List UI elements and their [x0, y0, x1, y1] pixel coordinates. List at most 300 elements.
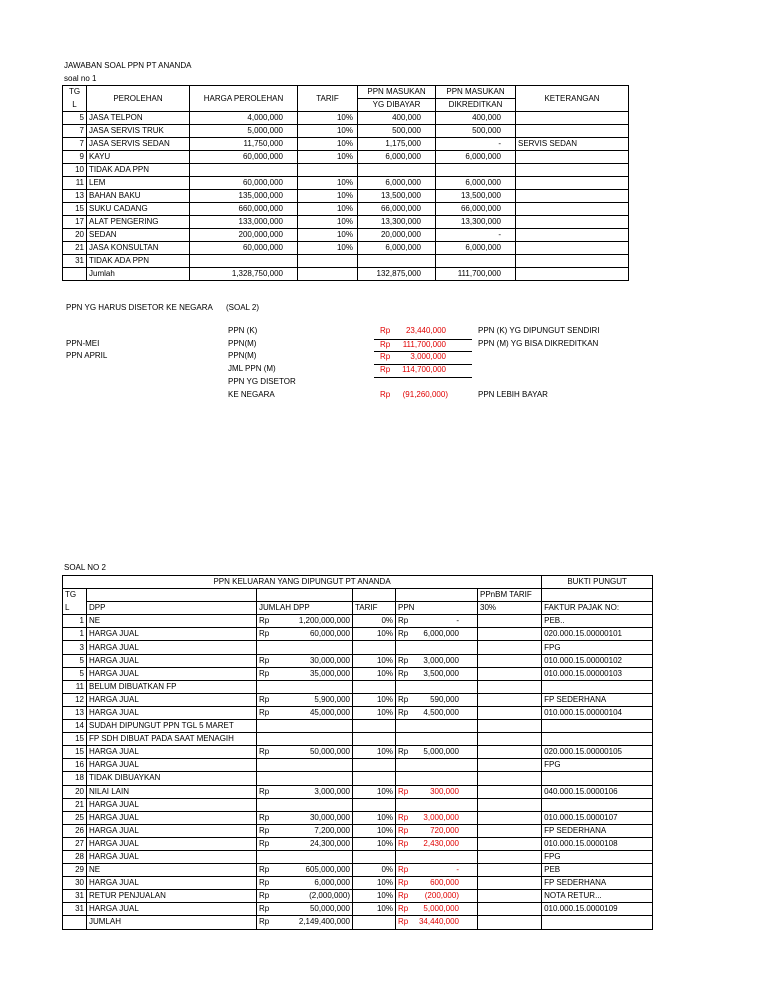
table-row: [63, 615, 653, 628]
table-row: [63, 628, 653, 641]
cell-keterangan: [516, 255, 629, 268]
cell-ppnbm: [478, 877, 542, 890]
cell-harga-perolehan: 4,000,000: [190, 112, 298, 125]
table-row: [63, 720, 653, 733]
calc-value-ppn-m: 111,700,000: [402, 340, 446, 349]
cell-ppn-dikreditkan: -: [436, 229, 516, 242]
cell-faktur-pajak: FP SEDERHANA: [542, 877, 653, 890]
cell-rp: Rp: [396, 903, 414, 916]
cell-keterangan: [516, 229, 629, 242]
table-row: [63, 877, 653, 890]
cell-ppnbm: [478, 667, 542, 680]
calc-note-ppn-m: PPN (M) YG BISA DIKREDITKAN: [478, 339, 599, 348]
cell-faktur-pajak: PEB..: [542, 615, 653, 628]
cell-ppn: 3,500,000: [414, 667, 478, 680]
cell-rp: Rp: [257, 615, 273, 628]
cell-ppn: 300,000: [414, 785, 478, 798]
cell-rp: [396, 772, 414, 785]
cell-rp: Rp: [396, 811, 414, 824]
cell-rp: [396, 641, 414, 654]
cell-faktur-pajak: FPG: [542, 641, 653, 654]
cell-ppn-dikreditkan: 400,000: [436, 112, 516, 125]
table-row: [63, 785, 653, 798]
cell-jumlah-dpp: [273, 680, 353, 693]
cell-ppnbm: [478, 746, 542, 759]
cell-ppn: 590,000: [414, 693, 478, 706]
cell-ppnbm: [478, 759, 542, 772]
cell-tgl: 31: [63, 890, 87, 903]
cell-ppnbm: [478, 811, 542, 824]
cell-tarif: 10%: [353, 654, 396, 667]
cell-jumlah-dpp: [273, 798, 353, 811]
header-jumlah-dpp: JUMLAH DPP: [257, 602, 353, 615]
cell-dpp: HARGA JUAL: [87, 877, 257, 890]
cell-faktur-pajak: NOTA RETUR...: [542, 890, 653, 903]
header-keterangan: KETERANGAN: [516, 86, 629, 112]
cell-ppn: 720,000: [414, 824, 478, 837]
cell-tarif: 10%: [298, 190, 358, 203]
cell-tarif: 10%: [298, 112, 358, 125]
cell-rp: Rp: [257, 916, 273, 929]
cell-dpp: SUDAH DIPUNGUT PPN TGL 5 MARET: [87, 720, 257, 733]
header-ppn-keluaran: PPN KELUARAN YANG DIPUNGUT PT ANANDA: [63, 576, 542, 589]
table-row: [63, 680, 653, 693]
table-row: [63, 903, 653, 916]
cell-dpp: FP SDH DIBUAT PADA SAAT MENAGIH: [87, 733, 257, 746]
cell-ppn-dikreditkan: 111,700,000: [436, 268, 516, 281]
table-row: [63, 268, 629, 281]
cell-ppnbm: [478, 824, 542, 837]
table-row: [63, 255, 629, 268]
cell-tarif: 10%: [353, 693, 396, 706]
header-tgl: TG: [63, 589, 87, 602]
cell-tarif: 10%: [353, 706, 396, 719]
cell-faktur-pajak: FPG: [542, 759, 653, 772]
cell-tgl: 21: [63, 798, 87, 811]
table-row: [63, 850, 653, 863]
cell-ppn: [414, 733, 478, 746]
header-tgl-2: L: [63, 99, 87, 112]
cell-harga-perolehan: 60,000,000: [190, 242, 298, 255]
header-tgl-2: L: [63, 602, 87, 615]
cell-tgl: 16: [63, 759, 87, 772]
cell-ppnbm: [478, 772, 542, 785]
cell-tgl: 17: [63, 216, 87, 229]
soal2-label: SOAL NO 2: [64, 563, 106, 572]
cell-tarif: [353, 733, 396, 746]
cell-harga-perolehan: 11,750,000: [190, 138, 298, 151]
cell-tgl: 5: [63, 112, 87, 125]
cell-tgl: 30: [63, 877, 87, 890]
cell-rp: Rp: [396, 706, 414, 719]
cell-dpp: HARGA JUAL: [87, 641, 257, 654]
cell-ppn-dibayar: 500,000: [358, 125, 436, 138]
cell-rp: Rp: [257, 811, 273, 824]
table-row: [63, 125, 629, 138]
header-yg-dibayar: YG DIBAYAR: [358, 99, 436, 112]
cell-ppn: 3,000,000: [414, 811, 478, 824]
cell-jumlah-dpp: 50,000,000: [273, 746, 353, 759]
cell-rp: [257, 798, 273, 811]
cell-rp: Rp: [257, 903, 273, 916]
cell-dpp: HARGA JUAL: [87, 850, 257, 863]
cell-perolehan: JASA SERVIS SEDAN: [87, 138, 190, 151]
cell-rp: Rp: [257, 877, 273, 890]
cell-ppnbm: [478, 798, 542, 811]
cell-rp: Rp: [257, 693, 273, 706]
cell-ppn-dibayar: [358, 255, 436, 268]
cell-tarif: 10%: [298, 203, 358, 216]
cell-tarif: [353, 720, 396, 733]
cell-perolehan: JASA SERVIS TRUK: [87, 125, 190, 138]
table-row: [63, 190, 629, 203]
header-perolehan: PEROLEHAN: [87, 86, 190, 112]
cell-tarif: [353, 916, 396, 929]
table-row: [63, 706, 653, 719]
cell-perolehan: JASA TELPON: [87, 112, 190, 125]
cell-keterangan: [516, 151, 629, 164]
calc-value-jml-ppn-m-row: [374, 364, 472, 378]
cell-tarif: [353, 759, 396, 772]
calc-label-jml-ppn-m: JML PPN (M): [228, 364, 276, 373]
header-ppn: PPN: [396, 602, 478, 615]
cell-rp: Rp: [396, 890, 414, 903]
cell-dpp: HARGA JUAL: [87, 824, 257, 837]
cell-faktur-pajak: PEB: [542, 864, 653, 877]
cell-faktur-pajak: [542, 772, 653, 785]
cell-tarif: 10%: [298, 125, 358, 138]
cell-tgl: 5: [63, 667, 87, 680]
cell-faktur-pajak: 010.000.15.0000107: [542, 811, 653, 824]
calc-title: PPN YG HARUS DISETOR KE NEGARA: [66, 303, 213, 312]
table-row: [63, 772, 653, 785]
cell-ppn-dibayar: 400,000: [358, 112, 436, 125]
cell-ppn: [414, 720, 478, 733]
cell-ppnbm: [478, 654, 542, 667]
cell-ppn: 5,000,000: [414, 746, 478, 759]
cell-rp: [396, 759, 414, 772]
table-row: [63, 811, 653, 824]
calc-value-ke-negara-row: [374, 390, 472, 402]
cell-ppn-dikreditkan: 6,000,000: [436, 177, 516, 190]
cell-rp: Rp: [257, 706, 273, 719]
cell-rp: [396, 720, 414, 733]
cell-tarif: 10%: [298, 216, 358, 229]
cell-ppn-dibayar: 6,000,000: [358, 151, 436, 164]
cell-tarif: 10%: [353, 811, 396, 824]
cell-tarif: 10%: [298, 229, 358, 242]
cell-ppn-dikreditkan: 66,000,000: [436, 203, 516, 216]
cell-perolehan: SUKU CADANG: [87, 203, 190, 216]
table-row: [63, 890, 653, 903]
cell-rp: Rp: [396, 785, 414, 798]
cell-tgl: 12: [63, 693, 87, 706]
cell-dpp: RETUR PENJUALAN: [87, 890, 257, 903]
cell-tarif: [353, 772, 396, 785]
cell-ppn: 600,000: [414, 877, 478, 890]
cell-ppn-dibayar: 13,500,000: [358, 190, 436, 203]
cell-harga-perolehan: 135,000,000: [190, 190, 298, 203]
cell-faktur-pajak: [542, 916, 653, 929]
calc-label-ppn-k: PPN (K): [228, 326, 258, 335]
cell-tarif: [298, 255, 358, 268]
cell-rp: [257, 680, 273, 693]
cell-jumlah-dpp: [273, 850, 353, 863]
header-dpp: DPP: [87, 602, 257, 615]
header-tgl: TG: [63, 86, 87, 99]
cell-jumlah-dpp: 7,200,000: [273, 824, 353, 837]
cell-jumlah-dpp: [273, 733, 353, 746]
cell-ppnbm: [478, 641, 542, 654]
cell-rp: Rp: [257, 654, 273, 667]
cell-ppnbm: [478, 628, 542, 641]
cell-ppn-dibayar: 20,000,000: [358, 229, 436, 242]
cell-harga-perolehan: [190, 164, 298, 177]
cell-harga-perolehan: 5,000,000: [190, 125, 298, 138]
cell-dpp: HARGA JUAL: [87, 693, 257, 706]
cell-ppnbm: [478, 785, 542, 798]
cell-tgl: 15: [63, 203, 87, 216]
cell-dpp: HARGA JUAL: [87, 654, 257, 667]
cell-ppn: -: [414, 864, 478, 877]
table-row: [63, 203, 629, 216]
cell-dpp: HARGA JUAL: [87, 706, 257, 719]
cell-tarif: 10%: [298, 138, 358, 151]
table-row: [63, 242, 629, 255]
cell-keterangan: [516, 242, 629, 255]
cell-faktur-pajak: FPG: [542, 850, 653, 863]
header-ppnbm-30: 30%: [478, 602, 542, 615]
cell-ppn: 3,000,000: [414, 654, 478, 667]
cell-ppn-dibayar: 66,000,000: [358, 203, 436, 216]
cell-dpp: HARGA JUAL: [87, 759, 257, 772]
cell-tarif: 0%: [353, 615, 396, 628]
cell-tgl: 7: [63, 125, 87, 138]
cell-tgl: 25: [63, 811, 87, 824]
calc-label-ke-negara: KE NEGARA: [228, 390, 275, 399]
calc-value-ppn-m-april: 3,000,000: [410, 352, 446, 361]
cell-perolehan: TIDAK ADA PPN: [87, 255, 190, 268]
cell-ppn: 34,440,000: [414, 916, 478, 929]
cell-jumlah-dpp: 24,300,000: [273, 837, 353, 850]
cell-faktur-pajak: 020.000.15.00000101: [542, 628, 653, 641]
cell-keterangan: [516, 203, 629, 216]
cell-rp: Rp: [396, 864, 414, 877]
cell-perolehan: ALAT PENGERING: [87, 216, 190, 229]
cell-tgl: 29: [63, 864, 87, 877]
cell-ppn-dikreditkan: 13,500,000: [436, 190, 516, 203]
cell-faktur-pajak: FP SEDERHANA: [542, 693, 653, 706]
header-harga-perolehan: HARGA PEROLEHAN: [190, 86, 298, 112]
cell-jumlah-dpp: 605,000,000: [273, 864, 353, 877]
cell-keterangan: [516, 164, 629, 177]
calc-label-ppn-disetor: PPN YG DISETOR: [228, 377, 296, 386]
cell-ppn: 2,430,000: [414, 837, 478, 850]
cell-harga-perolehan: 60,000,000: [190, 177, 298, 190]
soal1-label: soal no 1: [64, 74, 97, 83]
cell-ppn: 4,500,000: [414, 706, 478, 719]
cell-keterangan: [516, 190, 629, 203]
cell-ppnbm: [478, 680, 542, 693]
cell-rp: [257, 733, 273, 746]
cell-harga-perolehan: 1,328,750,000: [190, 268, 298, 281]
table-row: [63, 864, 653, 877]
cell-ppn-dikreditkan: 6,000,000: [436, 151, 516, 164]
header-tarif: TARIF: [298, 86, 358, 112]
cell-tgl: 1: [63, 615, 87, 628]
calc-value-jml-ppn-m: 114,700,000: [402, 365, 446, 374]
cell-dpp: HARGA JUAL: [87, 628, 257, 641]
cell-ppn: [414, 641, 478, 654]
cell-jumlah-dpp: [273, 641, 353, 654]
table-row: [63, 164, 629, 177]
cell-perolehan: SEDAN: [87, 229, 190, 242]
calc-label-ppn-m-april: PPN(M): [228, 351, 257, 360]
cell-keterangan: [516, 125, 629, 138]
header-dikreditkan: DIKREDITKAN: [436, 99, 516, 112]
cell-ppnbm: [478, 720, 542, 733]
cell-tgl: 13: [63, 190, 87, 203]
cell-tarif: 10%: [353, 785, 396, 798]
cell-dpp: HARGA JUAL: [87, 837, 257, 850]
cell-jumlah-dpp: 30,000,000: [273, 654, 353, 667]
cell-rp: Rp: [257, 837, 273, 850]
calc-value-ke-negara: (91,260,000): [402, 390, 448, 399]
cell-perolehan: KAYU: [87, 151, 190, 164]
calc-title-note: (SOAL 2): [226, 303, 260, 312]
cell-dpp: TIDAK DIBUAYKAN: [87, 772, 257, 785]
cell-tgl: 31: [63, 255, 87, 268]
cell-faktur-pajak: 010.000.15.00000103: [542, 667, 653, 680]
cell-rp: Rp: [396, 916, 414, 929]
table-row: [63, 746, 653, 759]
calc-value-ppn-k-row: [374, 326, 472, 338]
cell-rp: [396, 680, 414, 693]
cell-ppnbm: [478, 733, 542, 746]
cell-ppn-dibayar: 132,875,000: [358, 268, 436, 281]
cell-rp: Rp: [396, 628, 414, 641]
cell-ppnbm: [478, 706, 542, 719]
cell-rp: [396, 798, 414, 811]
cell-rp: Rp: [257, 864, 273, 877]
cell-rp: Rp: [396, 615, 414, 628]
cell-rp: Rp: [257, 824, 273, 837]
cell-dpp: NE: [87, 864, 257, 877]
cell-keterangan: [516, 112, 629, 125]
cell-ppn: 5,000,000: [414, 903, 478, 916]
cell-perolehan: Jumlah: [87, 268, 190, 281]
cell-tgl: [63, 916, 87, 929]
cell-perolehan: BAHAN BAKU: [87, 190, 190, 203]
cell-keterangan: [516, 177, 629, 190]
cell-tgl: 20: [63, 785, 87, 798]
table-row: [63, 654, 653, 667]
cell-ppn: [414, 798, 478, 811]
cell-jumlah-dpp: 1,200,000,000: [273, 615, 353, 628]
cell-jumlah-dpp: 35,000,000: [273, 667, 353, 680]
cell-rp: [257, 759, 273, 772]
header-ppnbm-tarif: PPnBM TARIF: [478, 589, 542, 602]
cell-jumlah-dpp: 5,900,000: [273, 693, 353, 706]
calc-note-ppn-k: PPN (K) YG DIPUNGUT SENDIRI: [478, 326, 600, 335]
cell-tgl: [63, 268, 87, 281]
cell-harga-perolehan: [190, 255, 298, 268]
cell-keterangan: [516, 268, 629, 281]
perolehan-table: [62, 85, 629, 281]
cell-tarif: 10%: [298, 242, 358, 255]
cell-tgl: 21: [63, 242, 87, 255]
table-row: [63, 177, 629, 190]
table-row: [63, 216, 629, 229]
cell-tgl: 18: [63, 772, 87, 785]
cell-rp: Rp: [257, 667, 273, 680]
cell-jumlah-dpp: [273, 772, 353, 785]
cell-tgl: 11: [63, 177, 87, 190]
cell-jumlah-dpp: [273, 720, 353, 733]
cell-rp: [257, 850, 273, 863]
cell-tarif: [353, 680, 396, 693]
cell-perolehan: LEM: [87, 177, 190, 190]
cell-tarif: 0%: [353, 864, 396, 877]
calc-value-ppn-k: 23,440,000: [405, 326, 446, 335]
cell-ppn: [414, 850, 478, 863]
calc-rp: Rp: [380, 340, 391, 349]
cell-tarif: 10%: [353, 877, 396, 890]
cell-rp: Rp: [396, 667, 414, 680]
cell-dpp: HARGA JUAL: [87, 811, 257, 824]
cell-tarif: 10%: [353, 667, 396, 680]
cell-ppnbm: [478, 864, 542, 877]
cell-dpp: HARGA JUAL: [87, 667, 257, 680]
cell-rp: [257, 641, 273, 654]
cell-ppn-dikreditkan: [436, 255, 516, 268]
cell-harga-perolehan: 133,000,000: [190, 216, 298, 229]
cell-perolehan: TIDAK ADA PPN: [87, 164, 190, 177]
cell-tgl: 10: [63, 164, 87, 177]
cell-faktur-pajak: [542, 680, 653, 693]
cell-tgl: 1: [63, 628, 87, 641]
table-row: [63, 798, 653, 811]
header-tarif: TARIF: [353, 602, 396, 615]
cell-tarif: 10%: [353, 628, 396, 641]
cell-rp: Rp: [257, 785, 273, 798]
cell-dpp: HARGA JUAL: [87, 903, 257, 916]
cell-dpp: BELUM DIBUATKAN FP: [87, 680, 257, 693]
cell-ppnbm: [478, 903, 542, 916]
cell-tarif: 10%: [353, 824, 396, 837]
cell-keterangan: SERVIS SEDAN: [516, 138, 629, 151]
cell-tgl: 26: [63, 824, 87, 837]
calc-rp: Rp: [380, 352, 391, 361]
table-row: [63, 837, 653, 850]
cell-tarif: 10%: [353, 837, 396, 850]
table-row: [63, 693, 653, 706]
cell-tarif: 10%: [353, 890, 396, 903]
cell-tarif: 10%: [353, 903, 396, 916]
calc-left-mei: PPN-MEI: [66, 339, 100, 348]
cell-ppn-dibayar: 6,000,000: [358, 242, 436, 255]
cell-rp: Rp: [396, 824, 414, 837]
cell-tgl: 3: [63, 641, 87, 654]
calc-left-april: PPN APRIL: [66, 351, 108, 360]
cell-dpp: NILAI LAIN: [87, 785, 257, 798]
cell-rp: Rp: [396, 654, 414, 667]
calc-label-ppn-m: PPN(M): [228, 339, 257, 348]
cell-rp: [257, 720, 273, 733]
cell-tgl: 11: [63, 680, 87, 693]
cell-ppnbm: [478, 837, 542, 850]
cell-harga-perolehan: 200,000,000: [190, 229, 298, 242]
